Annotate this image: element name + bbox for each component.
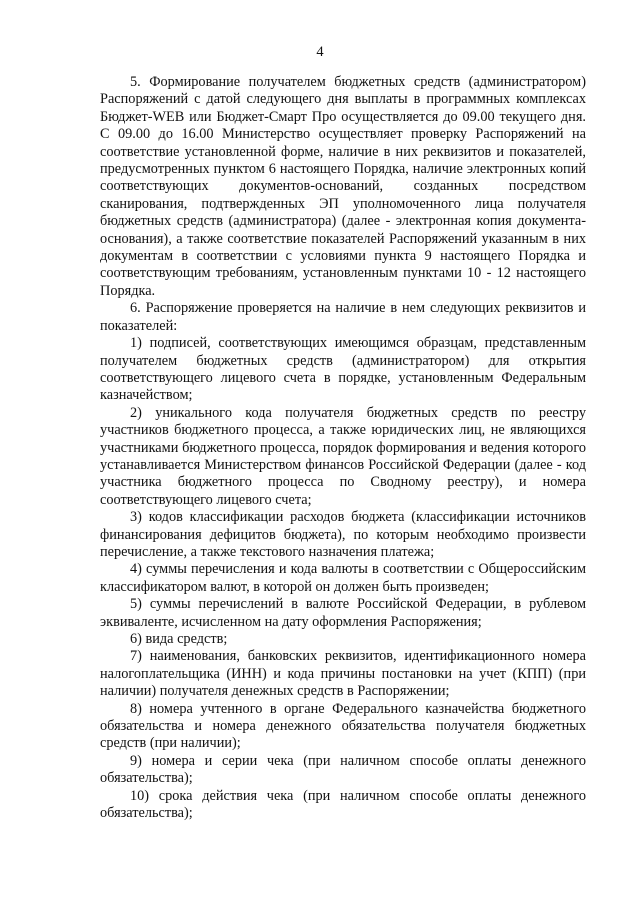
- list-item-4: 4) суммы перечисления и кода валюты в соответствии с Общероссийским классификатором валют, в которой он должен быть произведен;: [100, 561, 586, 595]
- document-body: [100, 74, 586, 822]
- list-item-1: 1) подписей, соответствующих имеющимся образцам, представленным получателем бюджетных средств (администратором) для открытия соответствующего лицевого счета в порядке, установленным Федеральным казначейством;: [100, 335, 586, 404]
- list-item-10: 10) срока действия чека (при наличном способе оплаты денежного обязательства);: [100, 787, 586, 822]
- list-item-5: 5) суммы перечислений в валюте Российской Федерации, в рублевом эквиваленте, исчисленном на дату оформления Распоряжения;: [100, 596, 586, 630]
- list-item-7: 7) наименования, банковских реквизитов, идентификационного номера налогоплательщика (ИНН) и кода причины постановки на учет (КПП) (при наличии) получателя денежных средств в Распоряжении;: [100, 648, 586, 700]
- list-item-9: 9) номера и серии чека (при наличном способе оплаты денежного обязательства);: [100, 752, 586, 787]
- paragraph-clause-5: 5. Формирование получателем бюджетных средств (администратором) Распоряжений с датой следующего дня выплаты в программных комплексах Бюджет-WEB или Бюджет-Смарт Про осуществляется до 09.00 текущего дня. С 09.00 до 16.00 Министерство осуществляет проверку Распоряжений на соответствие установленной форме, наличие в них реквизитов и показателей, предусмотренных пунктом 6 настоящего Порядка, наличие электронных копий соответствующих документов-оснований, созданных посредством сканирования, подтвержденных ЭП уполномоченного лица получателя бюджетных средств (администратора) (далее - электронная копия документа-основания), а также соответствие показателей Распоряжений указанным в них документам в соответствии с условиями пункта 9 настоящего Порядка и соответствующим требованиям, установленным пунктами 10 - 12 настоящего Порядка.: [100, 74, 586, 299]
- list-item-6: 6) вида средств;: [130, 631, 228, 647]
- page-number: 4: [316, 44, 324, 60]
- list-item-2: 2) уникального кода получателя бюджетных средств по реестру участников бюджетного процесса, а также юридических лиц, не являющихся участниками бюджетного процесса, порядок формирования и ведения которого устанавливается Министерством финансов Российской Федерации (далее - код участника бюджетного процесса по Сводному реестру), и номера соответствующего лицевого счета;: [100, 404, 586, 508]
- paragraph-clause-6: 6. Распоряжение проверяется на наличие в нем следующих реквизитов и показателей:: [100, 300, 586, 334]
- list-item-8: 8) номера учтенного в органе Федерального казначейства бюджетного обязательства и номера денежного обязательства получателя бюджетных средств (при наличии);: [100, 700, 586, 752]
- list-item-3: 3) кодов классификации расходов бюджета (классификации источников финансирования дефицитов бюджета), по которым необходимо произвести перечисление, а также текстового назначения платежа;: [100, 509, 586, 560]
